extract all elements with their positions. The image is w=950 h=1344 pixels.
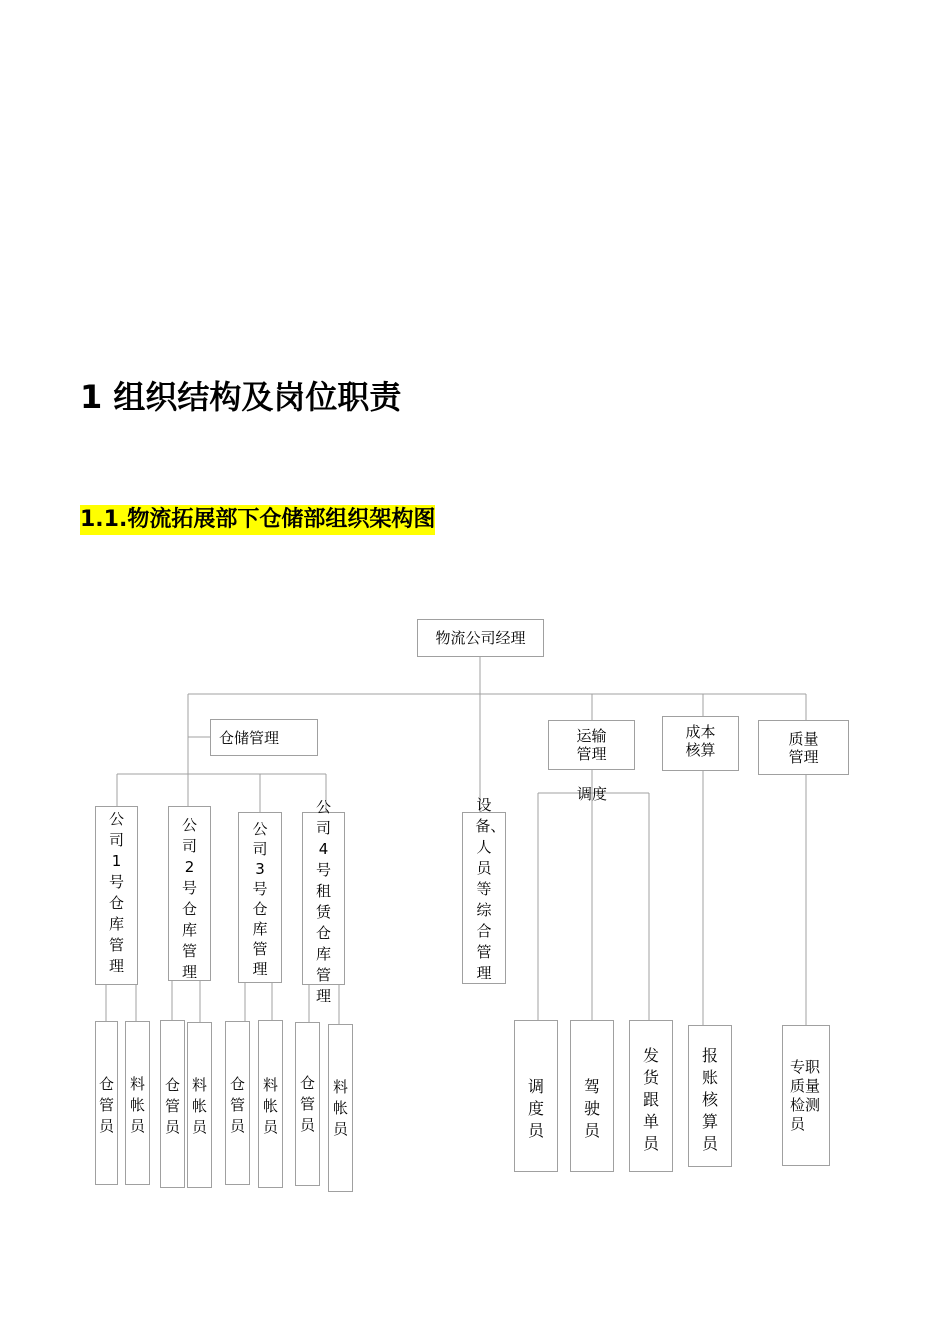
- warehouse-4-label: 公司4号租赁仓库管理: [315, 798, 331, 1005]
- account-clerk-box-4: [328, 1024, 353, 1192]
- cost-accounting-label-1: 成本: [685, 723, 716, 741]
- cost-accounting-box: [662, 716, 739, 771]
- dispatcher-label: 调度员: [527, 1077, 545, 1140]
- account-clerk-label-2: 料帐员: [191, 1076, 207, 1136]
- account-clerk-box-3: [258, 1020, 283, 1188]
- account-clerk-label-1: 料帐员: [129, 1075, 145, 1135]
- storage-mgmt-box: [210, 719, 318, 756]
- quality-mgmt-label-1: 质量: [788, 729, 819, 748]
- section-heading: 1 组织结构及岗位职责: [80, 378, 402, 416]
- warehouse-1-label: 公司1号仓库管理: [108, 810, 124, 975]
- dispatch-label: 调度: [577, 785, 608, 803]
- warehouse-4-box: [302, 798, 345, 1005]
- warehouse-1-box: [95, 806, 138, 985]
- warehouse-keeper-box-1: [95, 1021, 118, 1185]
- account-clerk-box-2: [187, 1022, 212, 1188]
- transport-mgmt-label-1: 运输: [576, 727, 607, 745]
- quality-mgmt-box: [758, 720, 849, 775]
- accounting-clerk-label: 报账核算员: [701, 1046, 719, 1153]
- account-clerk-box-1: [125, 1021, 150, 1185]
- shipping-clerk-label: 发货跟单员: [642, 1046, 660, 1153]
- driver-label: 驾驶员: [583, 1077, 601, 1140]
- transport-mgmt-label-2: 管理: [576, 745, 607, 763]
- quality-inspector-box: [782, 1025, 830, 1166]
- warehouse-3-box: [238, 812, 282, 983]
- account-clerk-label-4: 料帐员: [332, 1078, 348, 1138]
- warehouse-keeper-label-2: 仓管员: [164, 1076, 180, 1136]
- warehouse-keeper-label-4: 仓管员: [299, 1074, 315, 1134]
- transport-mgmt-box: [548, 720, 635, 770]
- shipping-clerk-box: [629, 1020, 673, 1172]
- general-mgmt-label: 设备、人员等综合管理: [475, 796, 506, 982]
- quality-inspector-line-4: 员: [790, 1115, 806, 1133]
- warehouse-keeper-label-3: 仓管员: [229, 1075, 245, 1135]
- account-clerk-label-3: 料帐员: [262, 1076, 278, 1136]
- accounting-clerk-box: [688, 1025, 732, 1167]
- quality-mgmt-label-2: 管理: [788, 747, 819, 766]
- warehouse-2-label: 公司2号仓库管理: [181, 816, 197, 981]
- warehouse-keeper-label-1: 仓管员: [98, 1075, 114, 1135]
- warehouse-2-box: [168, 806, 211, 981]
- subsection-heading: 1.1.物流拓展部下仓储部组织架构图: [80, 505, 435, 535]
- general-mgmt-box: [462, 796, 506, 984]
- quality-inspector-line-3: 检测: [790, 1096, 821, 1114]
- quality-inspector-label: [790, 1058, 820, 1134]
- dispatcher-box: [514, 1020, 558, 1172]
- quality-inspector-line-1: 专职: [790, 1058, 821, 1076]
- driver-box: [570, 1020, 614, 1172]
- cost-accounting-label-2: 核算: [685, 741, 716, 759]
- warehouse-keeper-box-3: [225, 1021, 250, 1185]
- root-manager-label: 物流公司经理: [435, 629, 526, 647]
- root-manager-box: [417, 619, 544, 657]
- storage-mgmt-label: 仓储管理: [219, 728, 280, 747]
- quality-inspector-line-2: 质量: [790, 1077, 821, 1095]
- warehouse-3-label: 公司3号仓库管理: [252, 820, 268, 978]
- warehouse-keeper-box-4: [295, 1022, 320, 1186]
- warehouse-keeper-box-2: [160, 1020, 185, 1188]
